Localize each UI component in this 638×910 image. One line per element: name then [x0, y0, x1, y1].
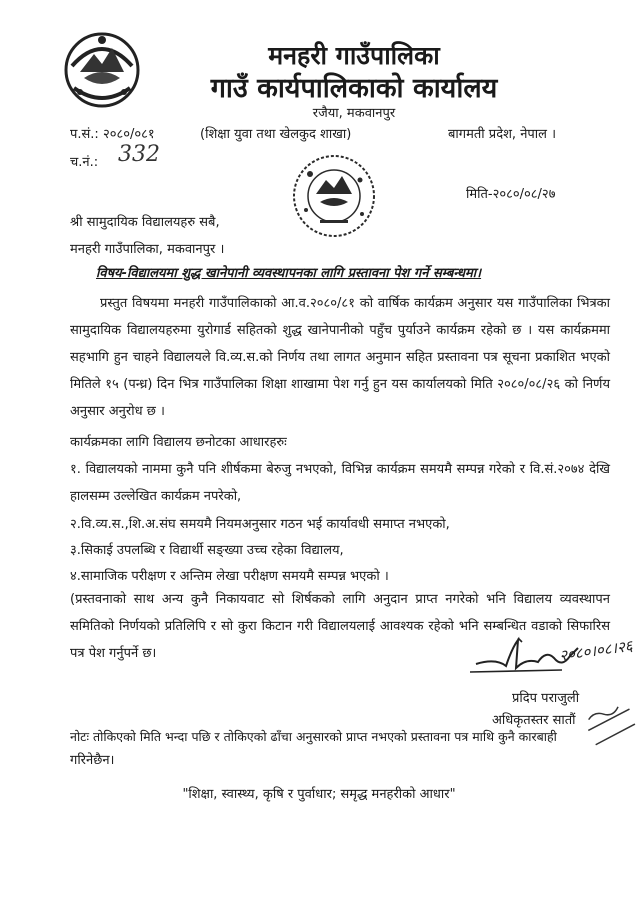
criteria-item-2: २.वि.व्य.स.,शि.अ.संघ समयमै नियमअनुसार गठन भई कार्यावधी समाप्त नभएको,: [70, 517, 450, 532]
dispatch-number-label: च.नं.:: [70, 155, 99, 170]
body-paragraph-2: (प्रस्तवनाको साथ अन्य कुनै निकायवाट सो शिर्षकको लागि अनुदान प्राप्त नगरेको भनि विद्यालय व्यवस्थापन समितिको निर्णयको प्रतिलिपि र सो कुरा किटान गरी विद्यालयलाई आवश्यक रहेको भनि सम्बन्धित वडाको सिफारिस पत्र पेश गर्नुपर्ने छ।: [70, 592, 610, 661]
handwritten-date: २०८०।०८।२६: [558, 636, 634, 665]
criteria-item-1: १. विद्यालयको नाममा कुनै पनि शीर्षकमा बेरुजु नभएको, विभिन्न कार्यक्रम समयमै सम्पन्न गरेको र वि.सं.२०७४ देखि हालसम्म उल्लेखित कार्यक्रम नपरेको,: [70, 462, 610, 504]
footer-slogan: "शिक्षा, स्वास्थ्य, कृषि र पुर्वाधार; समृद्ध मनहरीको आधार": [182, 787, 456, 802]
dispatch-number-handwritten: 332: [118, 142, 160, 167]
recipient-line-1: श्री सामुदायिक विद्यालयहरु सबै,: [70, 215, 220, 230]
office-stamp-icon: [290, 150, 378, 242]
office-name: मनहरी गाउँपालिका: [268, 41, 440, 70]
note-line-2: गरिनेछैन।: [70, 753, 115, 768]
branch-name: (शिक्षा युवा तथा खेलकुद शाखा): [200, 127, 352, 142]
note-line-1: नोटः तोकिएको मिति भन्दा पछि र तोकिएको ढाँचा अनुसारको प्राप्त नभएको प्रस्तावना पत्र माथि कुनै कारबाही: [70, 729, 557, 744]
letter-date: मिति-२०८०/०८/२७: [466, 187, 556, 202]
body-paragraph-1: प्रस्तुत विषयमा मनहरी गाउँपालिकाको आ.व.२०८०/८१ को वार्षिक कार्यक्रम अनुसार यस गाउँपालिका भित्रका सामुदायिक विद्यालयहरुमा युरोगार्ड सहितको शुद्ध खानेपानीको पहुँच पुर्याउने कार्यक्रम रहेको छ । यस कार्यक्रममा सहभागि हुन चाहने विद्यालयले वि.व्य.स.को निर्णय तथा लागत अनुमान सहित प्रस्तावना पत्र सूचना प्रकाशित भएको मितिले १५ (पन्ध्र) दिन भित्र गाउँपालिका शिक्षा शाखामा पेश गर्नु हुन यस कार्यालयको मिति २०८०/०८/२६ को निर्णय अनुसार अनुरोध छ ।: [70, 296, 610, 419]
reference-number: प.सं.: २०८०/०८१: [70, 127, 155, 142]
signatory-name: प्रदिप पराजुली: [512, 691, 580, 706]
recipient-line-2: मनहरी गाउँपालिका, मकवानपुर ।: [70, 242, 225, 257]
office-address: रजैया, मकवानपुर: [312, 106, 396, 121]
criteria-item-4: ४.सामाजिक परीक्षण र अन्तिम लेखा परीक्षण समयमै सम्पन्न भएको ।: [70, 569, 389, 584]
criteria-item-3: ३.सिकाई उपलब्धि र विद्यार्थी सङ्ख्या उच्च रहेका विद्यालय,: [70, 543, 344, 558]
signatory-title: अधिकृतस्तर सातौं: [492, 713, 576, 728]
letter-subject: विषय-विद्यालयमा शुद्ध खानेपानी व्यवस्थापनका लागि प्रस्तावना पेश गर्ने सम्बन्धमा।: [96, 266, 482, 281]
office-subtitle: गाउँ कार्यपालिकाको कार्यालय: [210, 73, 498, 104]
criteria-title: कार्यक्रमका लागि विद्यालय छनोटका आधारहरुः: [70, 435, 287, 450]
province-name: बागमती प्रदेश, नेपाल ।: [448, 127, 557, 142]
